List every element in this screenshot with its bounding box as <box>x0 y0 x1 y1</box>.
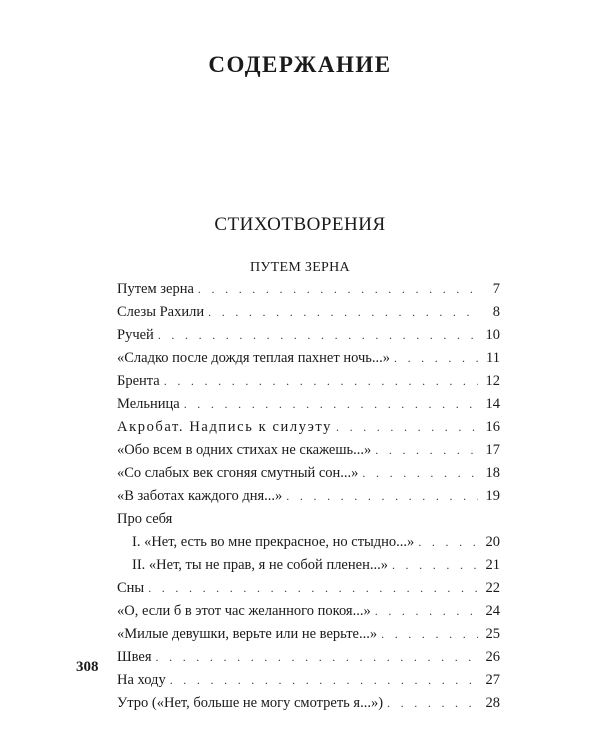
toc-entry[interactable] <box>117 669 500 692</box>
toc-entry-page: 24 <box>485 603 500 619</box>
toc-entry-page: 8 <box>492 304 500 320</box>
toc-entry-page: 26 <box>485 649 500 665</box>
toc-entry[interactable] <box>117 324 500 347</box>
dot-leader <box>156 646 479 669</box>
toc-entry-title: I. «Нет, есть во мне прекрасное, но стыдно...» <box>132 534 415 550</box>
toc-entry-page: 16 <box>485 419 500 435</box>
toc-entry-page: 20 <box>485 534 500 550</box>
toc-entry-title: «О, если б в этот час желанного покоя...» <box>117 603 371 619</box>
toc-entry[interactable] <box>117 692 500 715</box>
dot-leader <box>392 554 478 577</box>
dot-leader <box>362 462 478 485</box>
table-of-contents <box>117 278 500 715</box>
toc-entry-page: 10 <box>485 327 500 343</box>
toc-group-heading <box>117 508 500 531</box>
toc-entry-title: «Со слабых век сгоняя смутный сон...» <box>117 465 359 481</box>
dot-leader <box>375 600 478 623</box>
toc-entry-page: 17 <box>485 442 500 458</box>
toc-entry-title: Акробат. Надпись к силуэту <box>117 419 332 435</box>
dot-leader <box>164 370 478 393</box>
dot-leader <box>184 393 478 416</box>
toc-entry-page: 19 <box>485 488 500 504</box>
toc-entry[interactable] <box>117 577 500 600</box>
subsection-title: ПУТЕМ ЗЕРНА <box>250 260 350 275</box>
toc-entry-page: 11 <box>486 350 500 366</box>
toc-entry-page: 21 <box>485 557 500 573</box>
toc-entry-title: Швея <box>117 649 152 665</box>
dot-leader <box>148 577 478 600</box>
toc-entry[interactable] <box>117 531 500 554</box>
toc-entry[interactable] <box>117 393 500 416</box>
toc-entry-title: «Сладко после дождя теплая пахнет ночь...» <box>117 350 390 366</box>
toc-entry-page: 25 <box>485 626 500 642</box>
toc-entry[interactable] <box>117 370 500 393</box>
toc-entry-page: 14 <box>485 396 500 412</box>
toc-entry-title: Брента <box>117 373 160 389</box>
dot-leader <box>381 623 478 646</box>
toc-entry-page: 18 <box>485 465 500 481</box>
toc-entry-page: 27 <box>485 672 500 688</box>
toc-entry-title: «В заботах каждого дня...» <box>117 488 283 504</box>
toc-entry-page: 22 <box>485 580 500 596</box>
dot-leader <box>375 439 478 462</box>
toc-entry-title: Слезы Рахили <box>117 304 205 320</box>
dot-leader <box>158 324 478 347</box>
toc-entry[interactable] <box>117 646 500 669</box>
toc-entry-page: 28 <box>485 695 500 711</box>
page-number: 308 <box>76 659 99 675</box>
toc-entry-title: Сны <box>117 580 145 596</box>
section-title: СТИХОТВОРЕНИЯ <box>214 214 386 235</box>
dot-leader <box>170 669 478 692</box>
toc-entry-title: «Обо всем в одних стихах не скажешь...» <box>117 442 372 458</box>
toc-entry[interactable] <box>117 623 500 646</box>
toc-entry[interactable] <box>117 485 500 508</box>
dot-leader <box>336 416 478 439</box>
toc-entry-title: «Милые девушки, верьте или не верьте...» <box>117 626 378 642</box>
dot-leader <box>208 301 478 324</box>
toc-entry[interactable] <box>117 439 500 462</box>
toc-entry[interactable] <box>117 347 500 370</box>
toc-entry-title: Мельница <box>117 396 180 412</box>
dot-leader <box>394 347 478 370</box>
dot-leader <box>198 278 478 301</box>
toc-entry[interactable] <box>117 301 500 324</box>
toc-entry-title: Ручей <box>117 327 154 343</box>
dot-leader <box>387 692 478 715</box>
toc-group-title: Про себя <box>117 511 173 527</box>
toc-entry[interactable] <box>117 462 500 485</box>
toc-entry[interactable] <box>117 278 500 301</box>
toc-entry[interactable] <box>117 554 500 577</box>
toc-entry-page: 7 <box>492 281 500 297</box>
dot-leader <box>286 485 478 508</box>
dot-leader <box>418 531 478 554</box>
toc-entry[interactable] <box>117 600 500 623</box>
toc-entry-page: 12 <box>485 373 500 389</box>
toc-entry-title: На ходу <box>117 672 166 688</box>
toc-entry[interactable] <box>117 416 500 439</box>
toc-entry-title: Утро («Нет, больше не могу смотреть я...») <box>117 695 384 711</box>
toc-entry-title: II. «Нет, ты не прав, я не собой пленен...» <box>132 557 388 573</box>
toc-entry-title: Путем зерна <box>117 281 194 297</box>
page-heading: СОДЕРЖАНИЕ <box>208 52 392 77</box>
